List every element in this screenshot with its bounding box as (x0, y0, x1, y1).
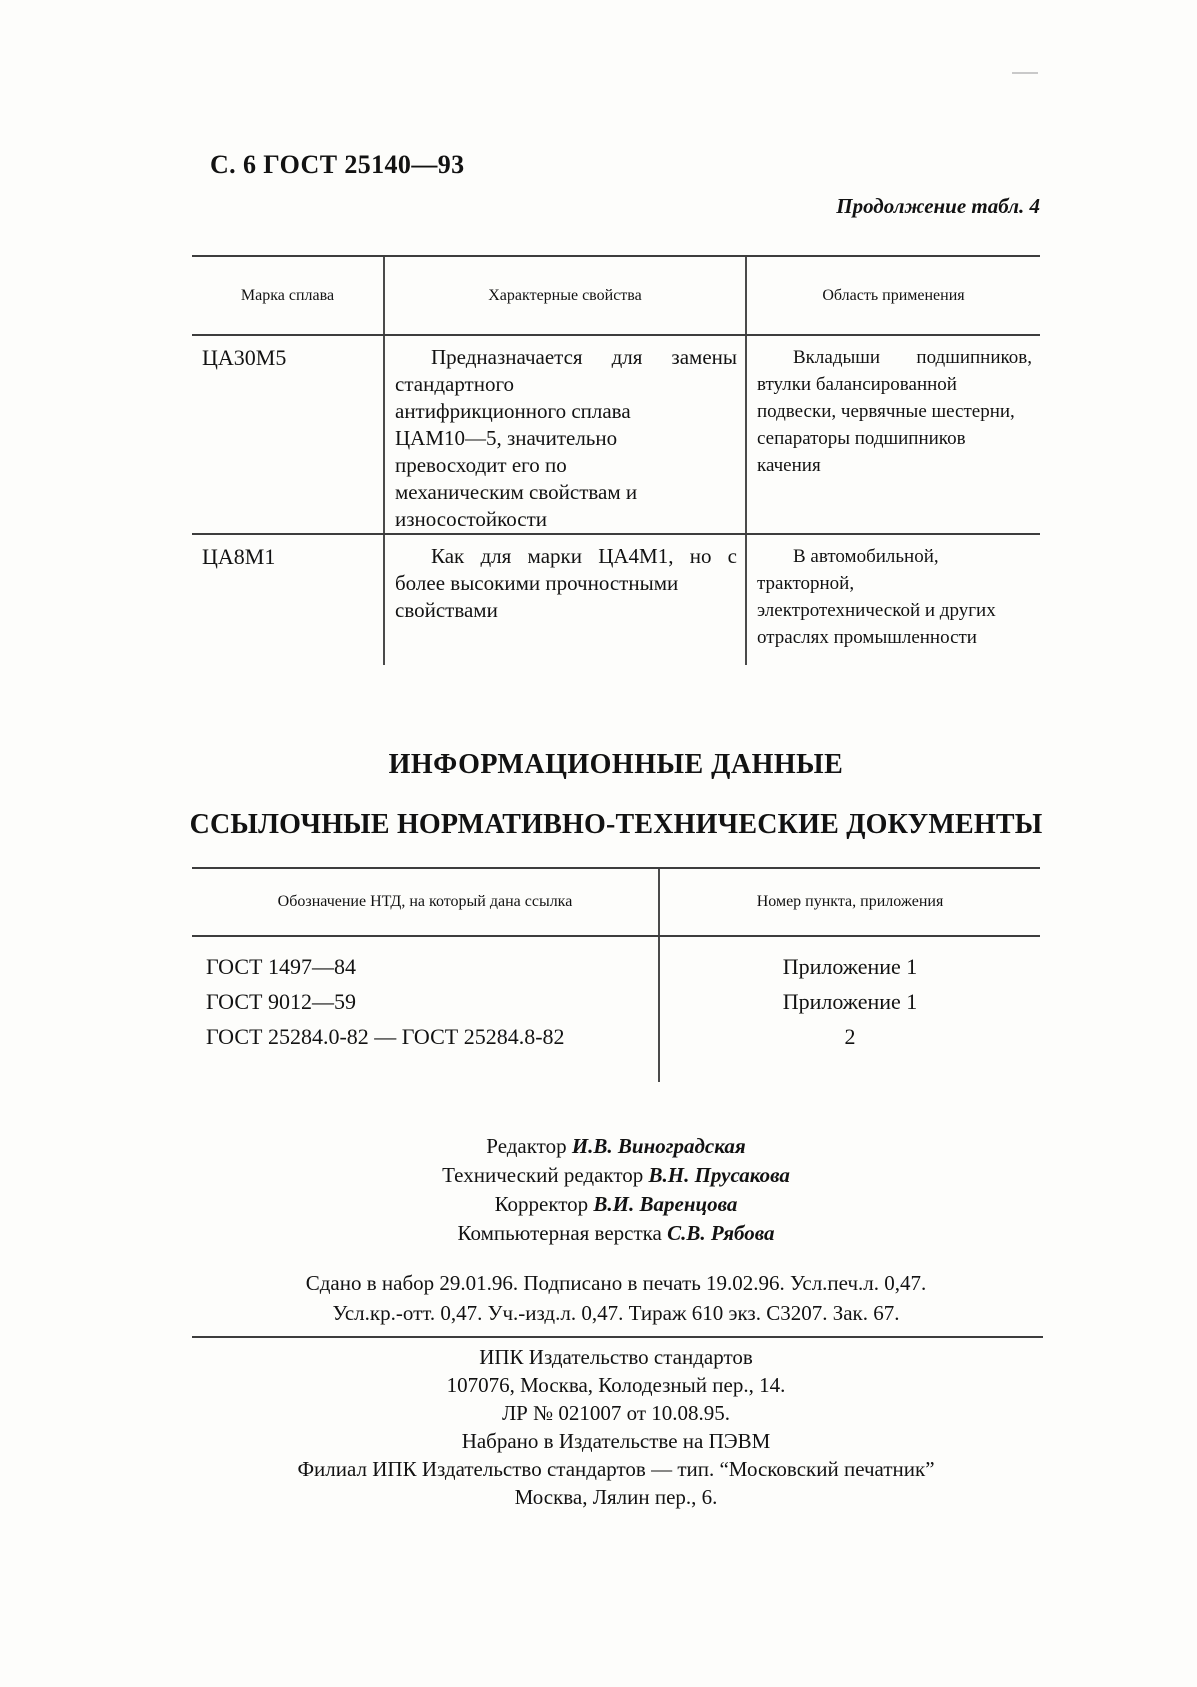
reference-table-header-row (192, 869, 1040, 937)
alloy-table-header-row (192, 257, 1040, 336)
staff-line (192, 1161, 1040, 1190)
staff-credits (192, 1132, 1040, 1248)
clause-cell: Приложение 1 (658, 937, 1040, 984)
column-header-properties: Характерные свойства (383, 257, 745, 334)
column-header-clause: Номер пункта, приложения (658, 869, 1040, 935)
staff-line (192, 1132, 1040, 1161)
alloy-table (192, 255, 1040, 665)
print-line: Сдано в набор 29.01.96. Подписано в печать 19.02.96. Усл.печ.л. 0,47. (305, 1271, 927, 1295)
reference-table (192, 867, 1040, 1082)
ntd-cell: ГОСТ 25284.0-82 — ГОСТ 25284.8-82 (206, 1024, 565, 1049)
publisher-line: Набрано в Издательстве на ПЭВМ (461, 1429, 771, 1453)
alloy-application: Вкладыши подшипников, втулки балансированной подвески, червячные шестерни, сепараторы подшипников качения (745, 336, 1040, 533)
alloy-grade: ЦА8М1 (202, 544, 276, 569)
column-header-application: Область применения (745, 257, 1040, 334)
publisher-line: 107076, Москва, Колодезный пер., 14. (446, 1373, 786, 1397)
staff-role: Корректор (494, 1192, 589, 1216)
reference-row (192, 937, 1040, 984)
table-row (192, 336, 1040, 533)
publisher-line: Филиал ИПК Издательство стандартов — тип. “Московский печатник” (297, 1457, 935, 1481)
ntd-cell: ГОСТ 9012—59 (206, 989, 356, 1014)
publisher-line: ЛР № 021007 от 10.08.95. (501, 1401, 731, 1425)
column-header-grade: Марка сплава (240, 286, 335, 304)
publisher-line: Москва, Лялин пер., 6. (514, 1485, 718, 1509)
staff-name: В.И. Варенцова (593, 1192, 738, 1216)
staff-role: Компьютерная верстка (457, 1221, 662, 1245)
column-header-ntd: Обозначение НТД, на который дана ссылка (277, 893, 573, 910)
alloy-properties: Как для марки ЦА4М1, но с более высокими прочностными свойствами (383, 535, 745, 665)
staff-name: И.В. Виноградская (571, 1134, 746, 1158)
staff-role: Технический редактор (442, 1163, 644, 1187)
table-row (192, 533, 1040, 665)
section-title-reference-documents: ССЫЛОЧНЫЕ НОРМАТИВНО-ТЕХНИЧЕСКИЕ ДОКУМЕНТЫ (189, 809, 1043, 840)
print-line: Усл.кр.-отт. 0,47. Уч.-изд.л. 0,47. Тираж 610 экз. С3207. Зак. 67. (332, 1301, 900, 1325)
alloy-properties: Предназначается для замены стандартного антифрикционного сплава ЦАМ10—5, значительно превосходит его по механическим свойствам и износостойкости (383, 336, 745, 533)
staff-role: Редактор (486, 1134, 567, 1158)
alloy-application: В автомобильной, тракторной, электротехнической и других отраслях промышленности (745, 535, 1040, 665)
ntd-cell: ГОСТ 1497—84 (206, 954, 356, 979)
print-run-info (192, 1268, 1040, 1328)
staff-line (192, 1190, 1040, 1219)
staff-name: В.Н. Прусакова (648, 1163, 790, 1187)
page-header: С. 6 ГОСТ 25140—93 (210, 150, 465, 179)
clause-cell: 2 (658, 1019, 1040, 1054)
publisher-info (192, 1343, 1040, 1511)
table-continuation-caption: Продолжение табл. 4 (836, 194, 1040, 218)
section-title-information-data: ИНФОРМАЦИОННЫЕ ДАННЫЕ (388, 749, 844, 780)
reference-row (192, 984, 1040, 1019)
reference-row (192, 1019, 1040, 1054)
divider-rule (192, 1336, 1043, 1338)
publisher-line: ИПК Издательство стандартов (479, 1345, 753, 1369)
alloy-grade: ЦА30М5 (202, 345, 287, 370)
reference-table-filler (192, 1054, 1040, 1082)
staff-name: С.В. Рябова (667, 1221, 775, 1245)
staff-line (192, 1219, 1040, 1248)
scan-artifact (1012, 72, 1038, 74)
clause-cell: Приложение 1 (658, 984, 1040, 1019)
